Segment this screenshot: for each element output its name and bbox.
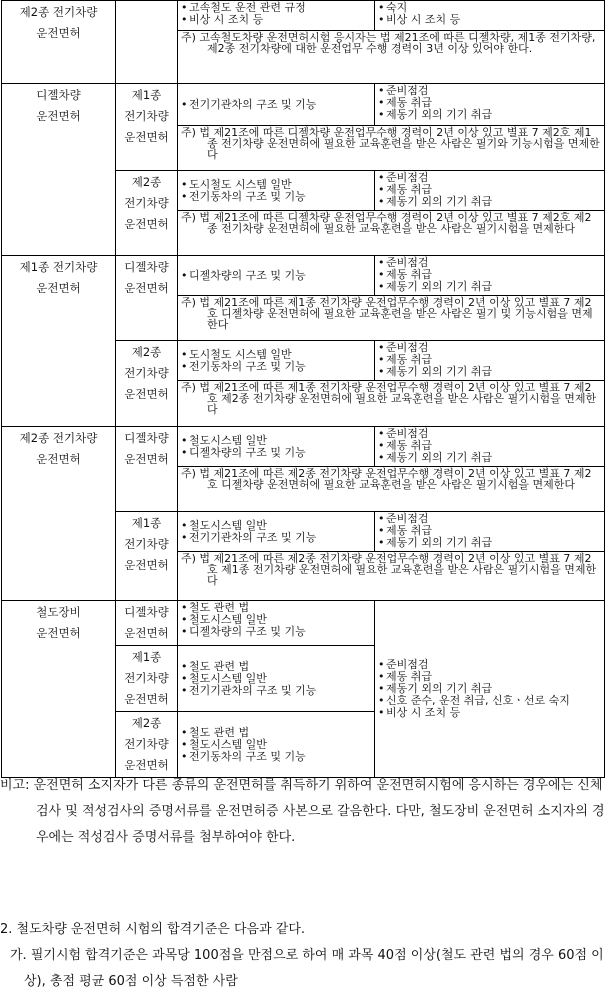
list-item: • 철도 관련 법 — [181, 602, 371, 614]
list-item: • 제동 취급 — [378, 184, 601, 196]
list-item: • 준비점검 — [378, 85, 601, 97]
list-item: • 도시철도 시스템 일반 — [181, 349, 371, 361]
list-item: • 제동기 외의 기기 취급 — [378, 452, 601, 464]
held-license-cell: 제2종 전기차량 운전면허 — [116, 341, 178, 427]
practical-cell — [375, 601, 605, 778]
theory-cell — [178, 712, 375, 778]
list-item: • 철도시스템 일반 — [181, 739, 371, 751]
held-license-cell: 디젤차량 운전면허 — [116, 601, 178, 646]
theory-cell — [178, 1, 375, 31]
list-item: • 전기동차의 구조 및 기능 — [181, 191, 371, 203]
list-item: • 철도시스템 일반 — [181, 435, 371, 447]
list-item: • 철도시스템 일반 — [181, 673, 371, 685]
list-item: • 전기기관차의 구조 및 기능 — [181, 532, 371, 544]
list-item: • 준비점검 — [378, 342, 601, 354]
list-item: • 철도시스템 일반 — [181, 614, 371, 626]
list-item: • 제동 취급 — [378, 97, 601, 109]
list-item: • 제동기 외의 기기 취급 — [378, 537, 601, 549]
practical-cell — [375, 512, 605, 552]
practical-cell — [375, 171, 605, 211]
license-type-cell: 철도장비 운전면허 — [2, 601, 116, 778]
held-license-cell: 제1종 전기차량 운전면허 — [116, 646, 178, 712]
remarks — [0, 773, 605, 851]
practical-cell — [375, 84, 605, 126]
list-item: • 철도 관련 법 — [181, 661, 371, 673]
exemption-note: 주) 법 제21조에 따른 제2종 전기차량 운전업무수행 경력이 2년 이상 있고 별표 7 제2호 디젤차량 운전면허에 필요한 교육훈련을 받은 사람은 필기시험을 면제한다 — [178, 467, 605, 512]
theory-cell — [178, 171, 375, 211]
exemption-note: 주) 법 제21조에 따른 디젤차량 운전업무수행 경력이 2년 이상 있고 별표 7 제2호 제2종 전기차량 운전면허에 필요한 교육훈련을 받은 사람은 필기시험을 면제한다 — [178, 211, 605, 256]
practical-cell — [375, 1, 605, 31]
theory-cell — [178, 427, 375, 467]
list-item: • 도시철도 시스템 일반 — [181, 179, 371, 191]
list-item: • 디젤차량의 구조 및 기능 — [181, 447, 371, 459]
list-item: • 철도시스템 일반 — [181, 520, 371, 532]
list-item: • 전기동차의 구조 및 기능 — [181, 751, 371, 763]
license-type-cell: 제2종 전기차량 운전면허 — [2, 427, 116, 601]
held-license-cell: 제2종 전기차량 운전면허 — [116, 171, 178, 256]
list-item: • 전기기관차의 구조 및 기능 — [181, 99, 371, 111]
criteria-item-ga: 가. 필기시험 합격기준은 과목당 100점을 만점으로 하여 매 과목 40점 이상(철도 관련 법의 경우 60점 이상), 총점 평균 60점 이상 득점한 사람 — [10, 948, 604, 989]
theory-cell — [178, 341, 375, 381]
held-license-cell: 제1종 전기차량 운전면허 — [116, 512, 178, 601]
held-license-cell: 디젤차량 운전면허 — [116, 427, 178, 512]
theory-cell — [178, 512, 375, 552]
license-type-cell: 제1종 전기차량 운전면허 — [2, 256, 116, 427]
list-item: • 준비점검 — [378, 172, 601, 184]
list-item: • 제동 취급 — [378, 671, 601, 683]
license-exam-table — [1, 0, 605, 778]
exemption-note: 주) 법 제21조에 따른 제2종 전기차량 운전업무수행 경력이 2년 이상 있고 별표 7 제2호 제1종 전기차량 운전면허에 필요한 교육훈련을 받은 사람은 필기시험을 면제한다 — [178, 552, 605, 601]
list-item: • 디젤차량의 구조 및 기능 — [181, 270, 371, 282]
exemption-note: 주) 법 제21조에 따른 제1종 전기차량 운전업무수행 경력이 2년 이상 있고 별표 7 제2호 디젤차량 운전면허에 필요한 교육훈련을 받은 사람은 필기 및 기능시험을 면제 한다 — [178, 296, 605, 341]
list-item: • 전기동차의 구조 및 기능 — [181, 361, 371, 373]
list-item: • 제동기 외의 기기 취급 — [378, 196, 601, 208]
list-item: • 전기기관차의 구조 및 기능 — [181, 685, 371, 697]
list-item: • 제동 취급 — [378, 525, 601, 537]
held-license-cell: 디젤차량 운전면허 — [116, 256, 178, 341]
list-item: • 제동기 외의 기기 취급 — [378, 109, 601, 121]
list-item: • 준비점검 — [378, 659, 601, 671]
remarks-text: 비고: 운전면허 소지자가 다른 종류의 운전면허를 취득하기 위하여 운전면허시험에 응시하는 경우에는 신체검사 및 적성검사의 증명서류를 운전면허증 사본으로 갈음한다. 다만, 철도장비 운전면허 소지자의 경우에는 적성검사 증명서류를 첨부하여야 한다. — [0, 778, 605, 845]
list-item: • 디젤차량의 구조 및 기능 — [181, 626, 371, 638]
section-heading: 2. 철도차량 운전면허 시험의 합격기준은 다음과 같다. — [0, 922, 306, 937]
list-item: • 비상 시 조치 등 — [181, 14, 371, 26]
list-item: • 준비점검 — [378, 257, 601, 269]
license-type-cell: 제2종 전기차량 운전면허 — [2, 1, 116, 84]
list-item: • 제동기 외의 기기 취급 — [378, 281, 601, 293]
exemption-note: 주) 고속철도차량 운전면허시험 응시자는 법 제21조에 따른 디젤차량, 제1종 전기차량, 제2종 전기차량에 대한 운전업무 수행 경력이 3년 이상 있어야 한다. — [178, 31, 605, 84]
exemption-note: 주) 법 제21조에 따른 제1종 전기차량 운전업무수행 경력이 2년 이상 있고 별표 7 제2호 제2종 전기차량 운전면허에 필요한 교육훈련을 받은 사람은 필기시험을 면제한다 — [178, 381, 605, 427]
license-type-cell: 디젤차량 운전면허 — [2, 84, 116, 256]
pass-criteria-section — [0, 917, 605, 995]
theory-cell — [178, 601, 375, 646]
held-license-cell — [116, 1, 178, 84]
list-item: • 신호 준수, 운전 취급, 신호ㆍ선로 숙지 — [378, 695, 601, 707]
list-item: • 고속철도 운전 관련 규정 — [181, 2, 371, 14]
list-item: • 비상 시 조치 등 — [378, 14, 601, 26]
practical-cell — [375, 427, 605, 467]
list-item: • 숙지 — [378, 2, 601, 14]
list-item: • 제동 취급 — [378, 354, 601, 366]
practical-cell — [375, 256, 605, 296]
list-item: • 준비점검 — [378, 428, 601, 440]
exemption-note: 주) 법 제21조에 따른 디젤차량 운전업무수행 경력이 2년 이상 있고 별표 7 제2호 제1종 전기차량 운전면허에 필요한 교육훈련을 받은 사람은 필기와 기능시험을 면제한다 — [178, 126, 605, 171]
practical-cell — [375, 341, 605, 381]
theory-cell — [178, 84, 375, 126]
list-item: • 준비점검 — [378, 513, 601, 525]
list-item: • 제동기 외의 기기 취급 — [378, 683, 601, 695]
list-item: • 제동기 외의 기기 취급 — [378, 366, 601, 378]
held-license-cell: 제2종 전기차량 운전면허 — [116, 712, 178, 778]
theory-cell — [178, 646, 375, 712]
held-license-cell: 제1종 전기차량 운전면허 — [116, 84, 178, 171]
list-item: • 제동 취급 — [378, 440, 601, 452]
list-item: • 철도 관련 법 — [181, 727, 371, 739]
theory-cell — [178, 256, 375, 296]
list-item: • 비상 시 조치 등 — [378, 707, 601, 719]
list-item: • 제동 취급 — [378, 269, 601, 281]
